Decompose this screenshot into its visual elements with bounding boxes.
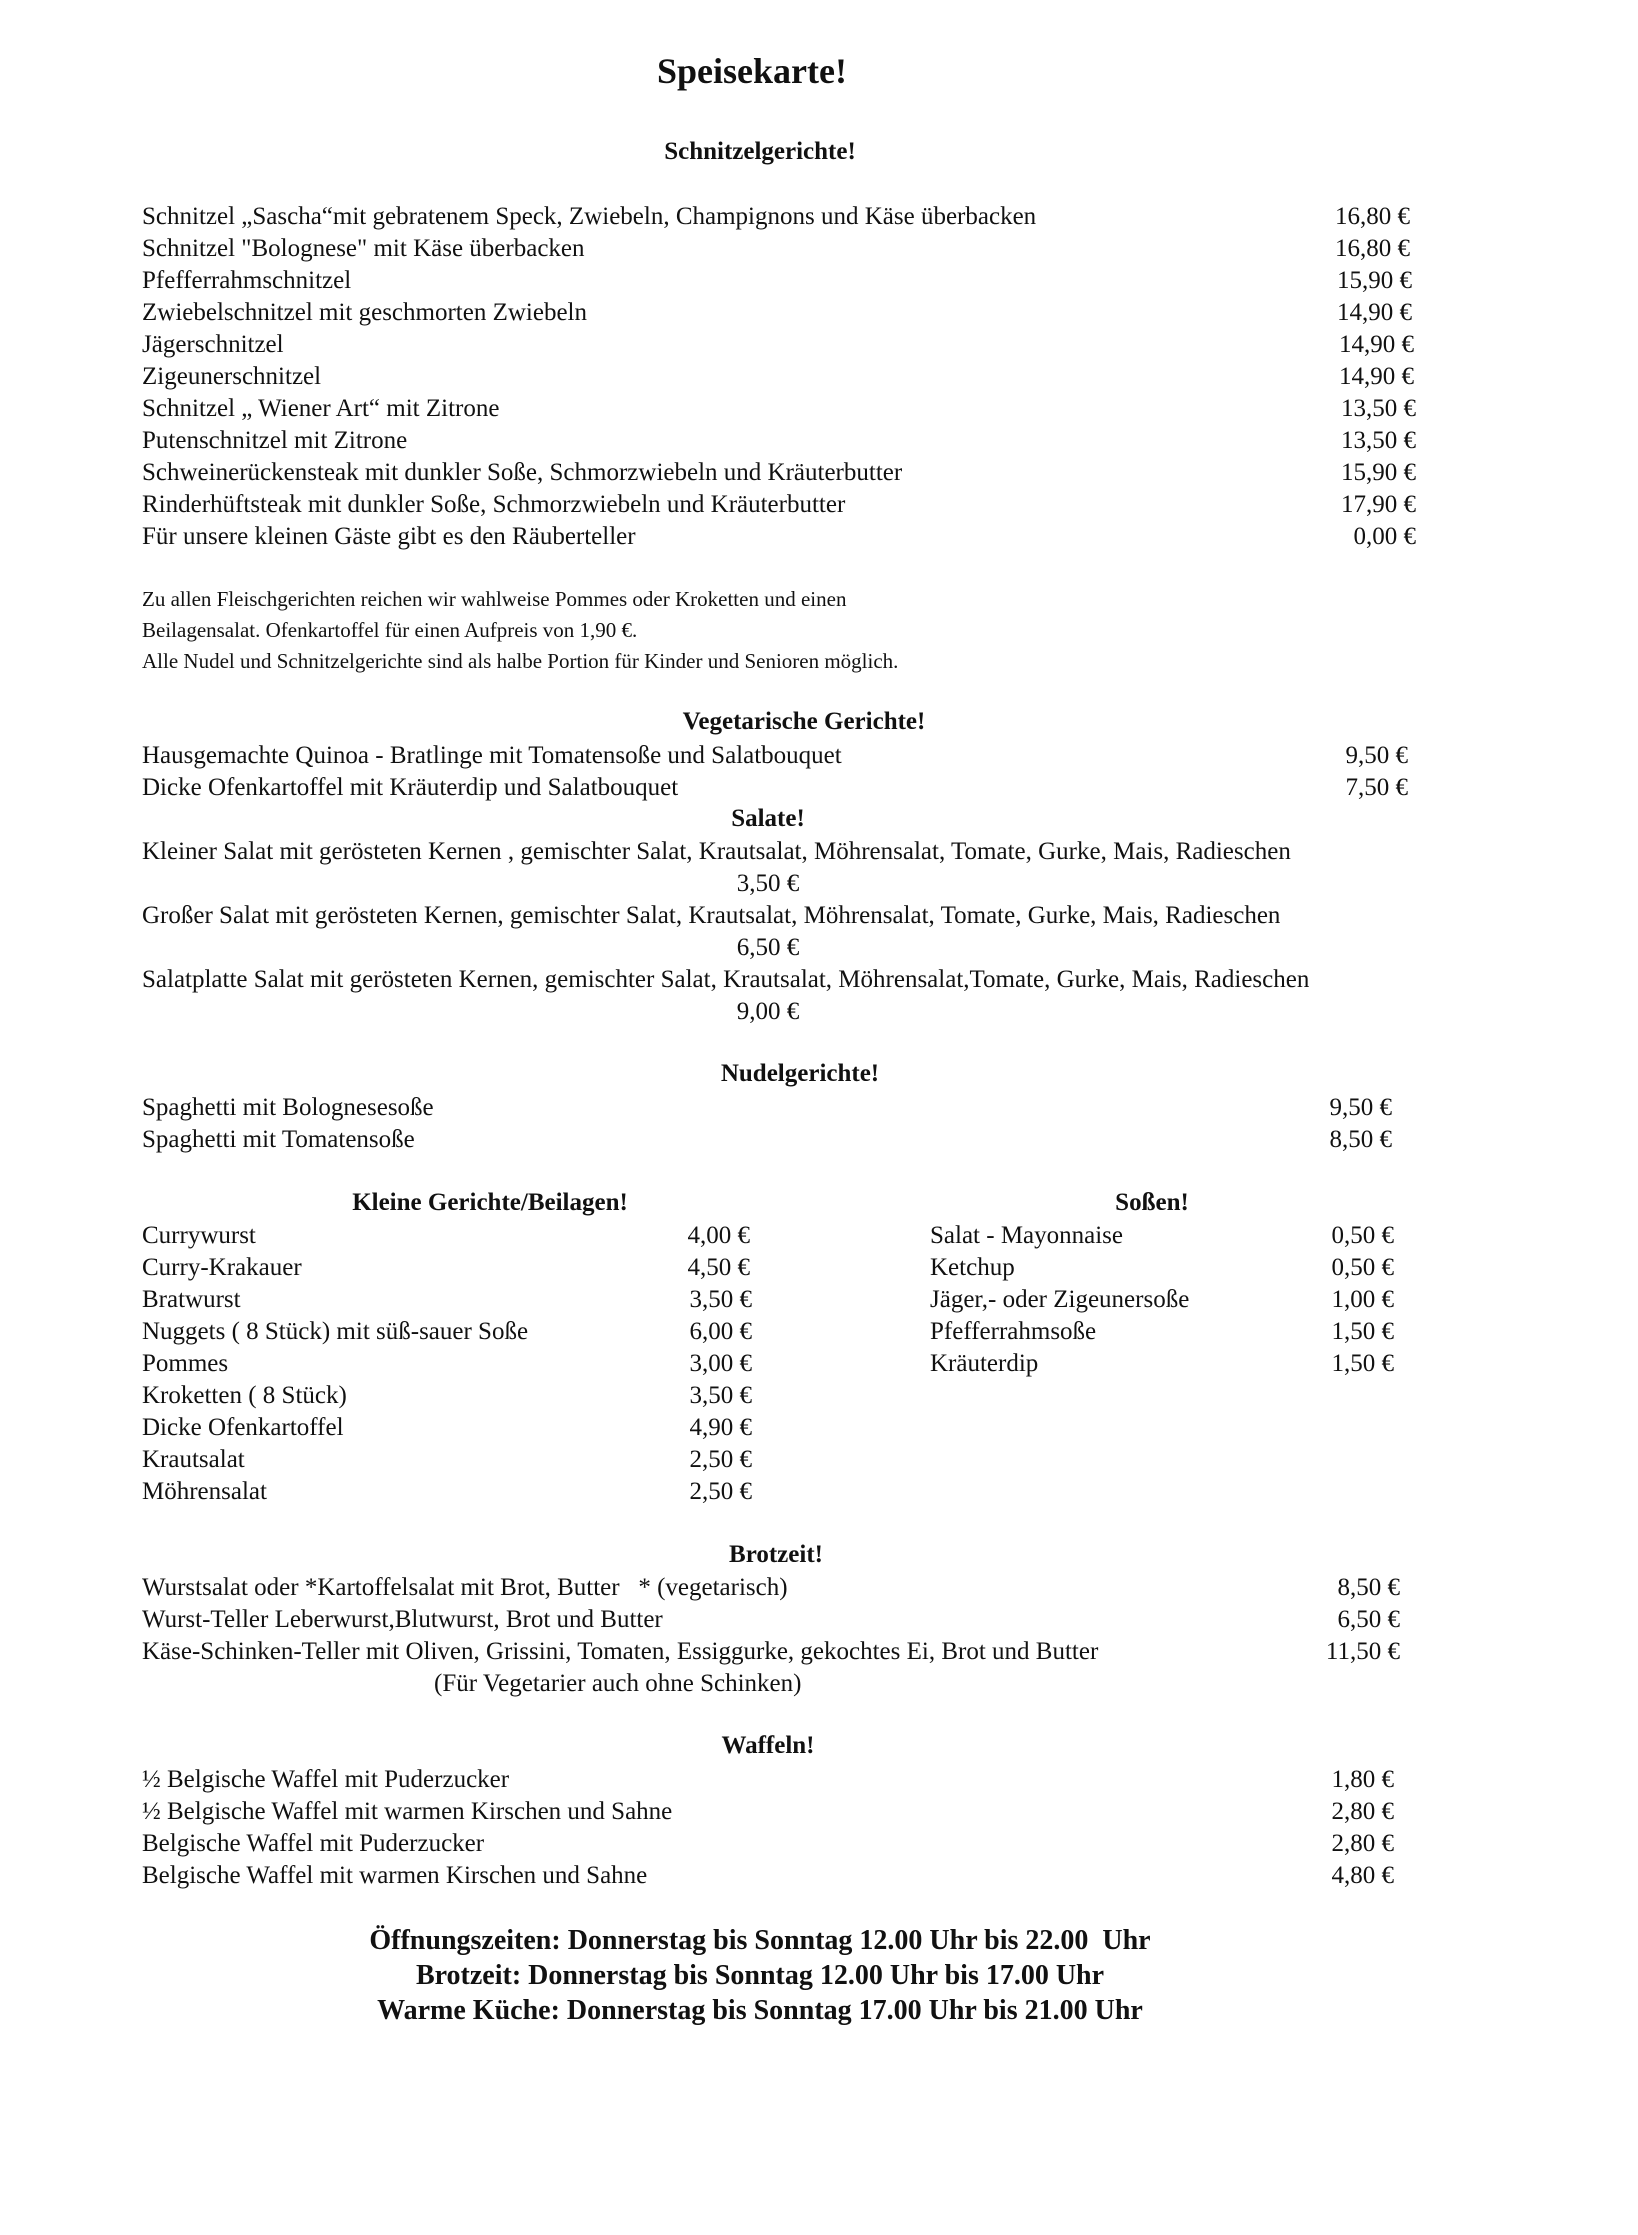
list-item: Bratwurst [142,1286,241,1313]
item-price: 0,50 € [1331,1222,1394,1249]
list-item: Schnitzel „Sascha“mit gebratenem Speck, Zwiebeln, Champignons und Käse überbacken [142,203,1037,230]
kleine-heading: Kleine Gerichte/Beilagen! [352,1189,628,1216]
hours-line: Warme Küche: Donnerstag bis Sonntag 17.00 Uhr bis 21.00 Uhr [377,1995,1143,2026]
item-price: 14,90 € [1339,363,1414,390]
item-price: 2,50 € [689,1446,752,1473]
item-price: 3,50 € [736,870,800,897]
list-item: Dicke Ofenkartoffel mit Kräuterdip und Salatbouquet [142,774,679,801]
list-item: Wurst-Teller Leberwurst,Blutwurst, Brot und Butter [142,1606,663,1633]
salate-heading: Salate! [731,805,805,832]
item-price: 2,50 € [689,1478,752,1505]
item-price: 4,50 € [687,1254,750,1281]
list-item: Kleiner Salat mit gerösteten Kernen , gemischter Salat, Krautsalat, Möhrensalat, Tomate, Gurke, Mais, Radieschen [142,838,1291,865]
list-item: ½ Belgische Waffel mit warmen Kirschen und Sahne [142,1798,673,1825]
item-price: 2,80 € [1331,1798,1394,1825]
list-item: Curry-Krakauer [142,1254,302,1281]
brotzeit-heading: Brotzeit! [729,1541,823,1568]
list-item: Wurstsalat oder *Kartoffelsalat mit Brot, Butter * (vegetarisch) [142,1574,788,1601]
list-item: Pommes [142,1350,229,1377]
item-price: 6,00 € [689,1318,752,1345]
list-item: Rinderhüftsteak mit dunkler Soße, Schmorzwiebeln und Kräuterbutter [142,491,846,518]
schnitzel-heading: Schnitzelgerichte! [664,138,856,165]
item-price: 17,90 € [1341,491,1416,518]
nudel-heading: Nudelgerichte! [720,1060,880,1087]
item-price: 11,50 € [1325,1638,1400,1665]
item-price: 15,90 € [1341,459,1416,486]
list-item: Kräuterdip [930,1350,1039,1377]
item-price: 9,00 € [736,998,800,1025]
list-item: Salatplatte Salat mit gerösteten Kernen, gemischter Salat, Krautsalat, Möhrensalat,Tomate, Gurke, Mais, Radieschen [142,966,1310,993]
note-line: Zu allen Fleischgerichten reichen wir wahlweise Pommes oder Kroketten und einen [142,587,847,611]
list-item: Salat - Mayonnaise [930,1222,1124,1249]
item-price: 3,50 € [689,1382,752,1409]
list-item: Kroketten ( 8 Stück) [142,1382,347,1409]
list-item: Nuggets ( 8 Stück) mit süß-sauer Soße [142,1318,529,1345]
item-price: 14,90 € [1339,331,1414,358]
item-price: 6,50 € [1337,1606,1400,1633]
item-price: 2,80 € [1331,1830,1394,1857]
item-price: 4,90 € [689,1414,752,1441]
list-item: Spaghetti mit Tomatensoße [142,1126,415,1153]
list-item: Käse-Schinken-Teller mit Oliven, Grissini, Tomaten, Essiggurke, gekochtes Ei, Brot und Butter [142,1638,1099,1665]
list-item: Belgische Waffel mit Puderzucker [142,1830,485,1857]
hours-line: Öffnungszeiten: Donnerstag bis Sonntag 12.00 Uhr bis 22.00 Uhr [369,1925,1151,1956]
list-item: Pfefferrahmschnitzel [142,267,352,294]
note-line: Alle Nudel und Schnitzelgerichte sind als halbe Portion für Kinder und Senioren möglich. [142,649,899,673]
item-price: 1,00 € [1331,1286,1394,1313]
list-item: Hausgemachte Quinoa - Bratlinge mit Tomatensoße und Salatbouquet [142,742,842,769]
vegetarisch-heading: Vegetarische Gerichte! [682,708,926,735]
item-price: 8,50 € [1337,1574,1400,1601]
item-price: 7,50 € [1345,774,1408,801]
item-price: 1,80 € [1331,1766,1394,1793]
list-item: Zwiebelschnitzel mit geschmorten Zwiebeln [142,299,587,326]
item-price: 16,80 € [1335,203,1410,230]
item-price: 13,50 € [1341,427,1416,454]
item-price: 4,00 € [687,1222,750,1249]
list-item: ½ Belgische Waffel mit Puderzucker [142,1766,510,1793]
list-item: Currywurst [142,1222,256,1249]
list-item: Zigeunerschnitzel [142,363,322,390]
list-item: Schnitzel „ Wiener Art“ mit Zitrone [142,395,500,422]
item-price: 1,50 € [1331,1318,1394,1345]
list-item: Pfefferrahmsoße [930,1318,1097,1345]
list-item: Großer Salat mit gerösteten Kernen, gemischter Salat, Krautsalat, Möhrensalat, Tomate, Gurke, Mais, Radieschen [142,902,1281,929]
list-item: Schweinerückensteak mit dunkler Soße, Schmorzwiebeln und Kräuterbutter [142,459,903,486]
waffeln-heading: Waffeln! [721,1732,815,1759]
list-item: Belgische Waffel mit warmen Kirschen und Sahne [142,1862,648,1889]
list-item: Putenschnitzel mit Zitrone [142,427,408,454]
item-price: 4,80 € [1331,1862,1394,1889]
list-item: Für unsere kleinen Gäste gibt es den Räuberteller [142,523,636,550]
item-price: 9,50 € [1329,1094,1392,1121]
item-price: 0,00 € [1353,523,1416,550]
item-price: 1,50 € [1331,1350,1394,1377]
list-item: Krautsalat [142,1446,245,1473]
item-price: 16,80 € [1335,235,1410,262]
item-price: 3,50 € [689,1286,752,1313]
item-price: 9,50 € [1345,742,1408,769]
list-item: Jägerschnitzel [142,331,284,358]
item-price: 0,50 € [1331,1254,1394,1281]
page-title: Speisekarte! [657,51,847,91]
brotzeit-footnote: (Für Vegetarier auch ohne Schinken) [434,1670,802,1697]
item-price: 13,50 € [1341,395,1416,422]
list-item: Jäger,- oder Zigeunersoße [930,1286,1190,1313]
hours-line: Brotzeit: Donnerstag bis Sonntag 12.00 Uhr bis 17.00 Uhr [415,1960,1105,1991]
item-price: 3,00 € [689,1350,752,1377]
note-line: Beilagensalat. Ofenkartoffel für einen Aufpreis von 1,90 €. [142,618,638,642]
list-item: Spaghetti mit Bolognesesoße [142,1094,434,1121]
list-item: Dicke Ofenkartoffel [142,1414,344,1441]
list-item: Schnitzel "Bolognese" mit Käse überbacken [142,235,585,262]
item-price: 6,50 € [736,934,800,961]
item-price: 8,50 € [1329,1126,1392,1153]
item-price: 15,90 € [1337,267,1412,294]
sossen-heading: Soßen! [1115,1189,1189,1216]
list-item: Möhrensalat [142,1478,267,1505]
list-item: Ketchup [930,1254,1015,1281]
item-price: 14,90 € [1337,299,1412,326]
